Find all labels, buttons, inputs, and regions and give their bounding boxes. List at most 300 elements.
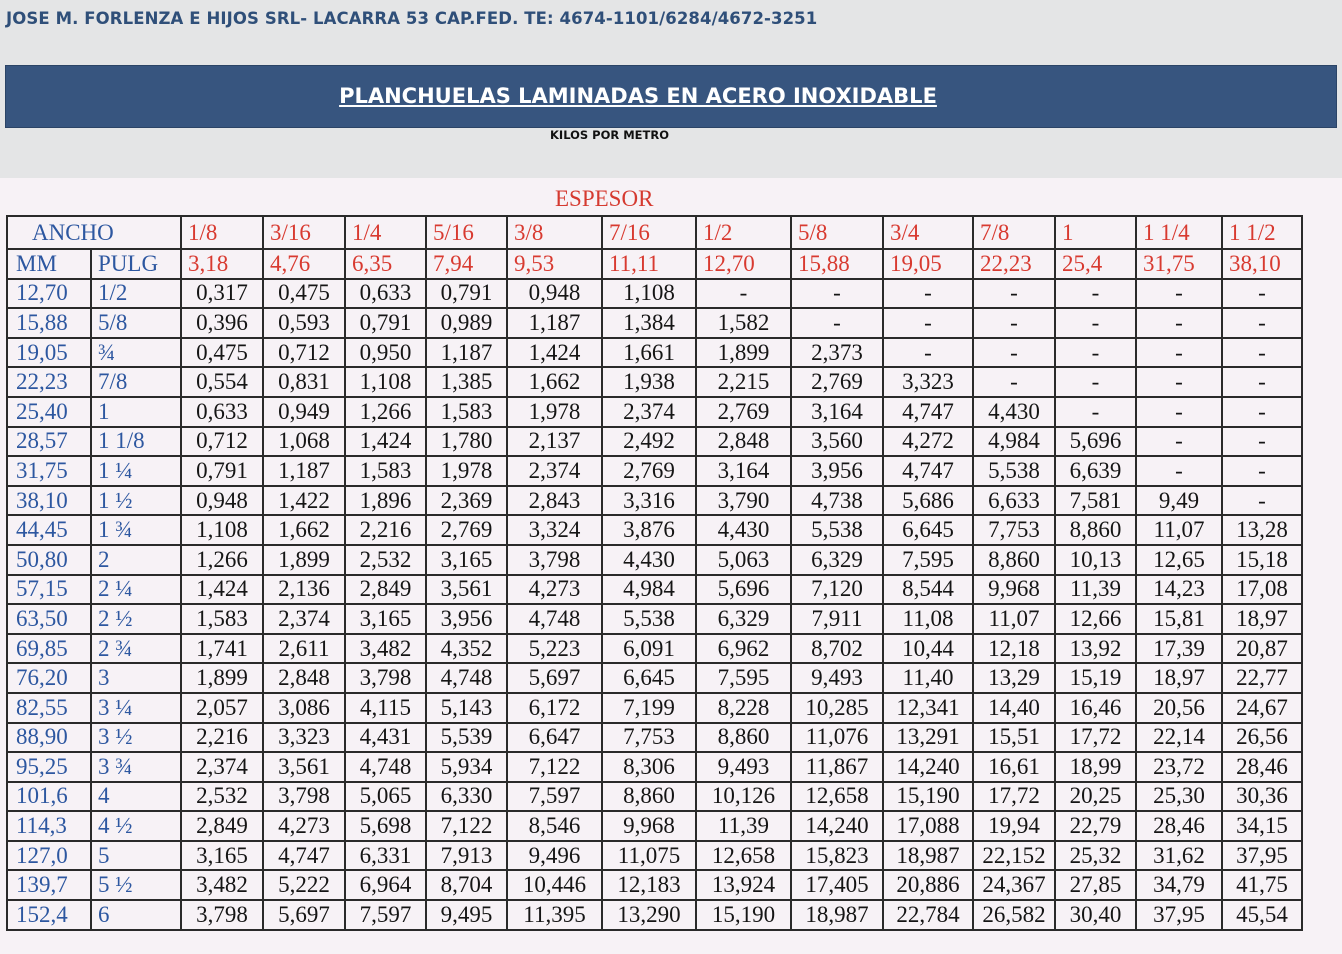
- weight-cell: 4,272: [883, 427, 973, 457]
- weight-cell: 11,40: [883, 663, 973, 693]
- weight-cell: 2,532: [181, 782, 263, 812]
- weight-cell: 9,493: [696, 752, 791, 782]
- weight-cell: 22,77: [1222, 663, 1302, 693]
- weight-cell: 3,323: [883, 367, 973, 397]
- weight-cell: 0,633: [181, 397, 263, 427]
- weight-cell: -: [1055, 397, 1136, 427]
- weight-cell: 26,582: [973, 900, 1055, 930]
- weight-cell: 37,95: [1222, 841, 1302, 871]
- weight-cell: -: [791, 308, 883, 338]
- thickness-inch-header: 1: [1055, 216, 1136, 249]
- weight-cell: 18,99: [1055, 752, 1136, 782]
- width-inch-cell: 5 ½: [91, 870, 181, 900]
- weight-cell: 5,934: [426, 752, 507, 782]
- weight-cell: 27,85: [1055, 870, 1136, 900]
- weight-cell: 13,291: [883, 723, 973, 753]
- weight-cell: 4,430: [602, 545, 696, 575]
- weight-cell: -: [1222, 338, 1302, 368]
- weight-cell: 9,968: [973, 575, 1055, 605]
- weight-cell: 24,67: [1222, 693, 1302, 723]
- weight-cell: 15,190: [696, 900, 791, 930]
- width-inch-cell: 2 ½: [91, 604, 181, 634]
- width-inch-cell: 3 ¾: [91, 752, 181, 782]
- weight-cell: 26,56: [1222, 723, 1302, 753]
- weight-cell: 7,911: [791, 604, 883, 634]
- weight-cell: 34,79: [1136, 870, 1222, 900]
- weight-cell: 2,843: [507, 486, 602, 516]
- weight-cell: 18,987: [791, 900, 883, 930]
- weight-cell: 4,748: [426, 663, 507, 693]
- weight-cell: 5,696: [696, 575, 791, 605]
- weight-cell: 34,15: [1222, 811, 1302, 841]
- weight-cell: 5,697: [507, 663, 602, 693]
- weight-cell: 7,753: [973, 515, 1055, 545]
- weight-cell: 2,374: [181, 752, 263, 782]
- weight-cell: 7,597: [345, 900, 426, 930]
- weight-cell: 0,396: [181, 308, 263, 338]
- weight-cell: 1,978: [426, 456, 507, 486]
- weight-cell: 1,108: [602, 279, 696, 309]
- weight-cell: 8,860: [602, 782, 696, 812]
- weight-cell: 3,790: [696, 486, 791, 516]
- width-mm-cell: 28,57: [7, 427, 91, 457]
- weight-cell: 12,18: [973, 634, 1055, 664]
- width-inch-cell: 1/2: [91, 279, 181, 309]
- thickness-inch-header: 5/8: [791, 216, 883, 249]
- weight-cell: 2,849: [345, 575, 426, 605]
- weight-cell: 8,860: [973, 545, 1055, 575]
- weight-cell: 1,583: [181, 604, 263, 634]
- weight-cell: 3,324: [507, 515, 602, 545]
- weight-cell: 6,633: [973, 486, 1055, 516]
- weight-cell: 45,54: [1222, 900, 1302, 930]
- table-row: [7, 575, 1302, 605]
- weight-cell: 3,323: [263, 723, 345, 753]
- mm-header: MM: [7, 249, 91, 279]
- weight-cell: 4,273: [507, 575, 602, 605]
- weight-cell: -: [883, 338, 973, 368]
- weight-cell: 5,696: [1055, 427, 1136, 457]
- weight-cell: 1,896: [345, 486, 426, 516]
- width-inch-cell: 7/8: [91, 367, 181, 397]
- weight-cell: 7,120: [791, 575, 883, 605]
- weight-cell: 2,848: [263, 663, 345, 693]
- weight-cell: 6,647: [507, 723, 602, 753]
- weight-cell: 1,187: [263, 456, 345, 486]
- weight-cell: 4,747: [883, 397, 973, 427]
- weight-cell: 2,374: [602, 397, 696, 427]
- weight-cell: 6,329: [696, 604, 791, 634]
- width-mm-cell: 152,4: [7, 900, 91, 930]
- weight-cell: 0,317: [181, 279, 263, 309]
- thickness-mm-header: 4,76: [263, 249, 345, 279]
- weight-cell: 2,849: [181, 811, 263, 841]
- weight-cell: 10,285: [791, 693, 883, 723]
- weight-cell: 3,164: [791, 397, 883, 427]
- weight-cell: 3,876: [602, 515, 696, 545]
- width-inch-cell: 3 ½: [91, 723, 181, 753]
- weight-cell: 1,108: [181, 515, 263, 545]
- weight-cell: 15,823: [791, 841, 883, 871]
- weight-cell: 9,493: [791, 663, 883, 693]
- weight-cell: 3,798: [507, 545, 602, 575]
- weight-cell: 13,290: [602, 900, 696, 930]
- weight-cell: 1,422: [263, 486, 345, 516]
- weight-cell: 12,66: [1055, 604, 1136, 634]
- weight-cell: 0,791: [426, 279, 507, 309]
- weight-cell: 5,143: [426, 693, 507, 723]
- weight-cell: 37,95: [1136, 900, 1222, 930]
- table-row: [7, 870, 1302, 900]
- width-mm-cell: 15,88: [7, 308, 91, 338]
- weight-cell: 5,697: [263, 900, 345, 930]
- width-mm-cell: 38,10: [7, 486, 91, 516]
- header-row-inches: [7, 216, 1302, 249]
- weight-cell: 2,848: [696, 427, 791, 457]
- width-inch-cell: 1 ¾: [91, 515, 181, 545]
- width-mm-cell: 114,3: [7, 811, 91, 841]
- weight-cell: 7,753: [602, 723, 696, 753]
- weight-cell: 1,385: [426, 367, 507, 397]
- page-title: PLANCHUELAS LAMINADAS EN ACERO INOXIDABLE: [339, 84, 937, 108]
- weight-cell: 17,39: [1136, 634, 1222, 664]
- width-inch-cell: ¾: [91, 338, 181, 368]
- weight-cell: 2,057: [181, 693, 263, 723]
- weight-cell: 1,424: [507, 338, 602, 368]
- weight-cell: 1,780: [426, 427, 507, 457]
- weight-cell: 11,39: [1055, 575, 1136, 605]
- weight-cell: 2,369: [426, 486, 507, 516]
- width-mm-cell: 76,20: [7, 663, 91, 693]
- weight-cell: 13,29: [973, 663, 1055, 693]
- weight-cell: 25,32: [1055, 841, 1136, 871]
- weight-cell: -: [1136, 456, 1222, 486]
- weight-cell: 8,702: [791, 634, 883, 664]
- width-inch-cell: 2 ¼: [91, 575, 181, 605]
- weight-cell: 3,561: [426, 575, 507, 605]
- weight-cell: 5,698: [345, 811, 426, 841]
- weight-cell: 5,686: [883, 486, 973, 516]
- weight-cell: -: [1055, 367, 1136, 397]
- weight-cell: 28,46: [1222, 752, 1302, 782]
- weight-cell: 1,661: [602, 338, 696, 368]
- thickness-mm-header: 22,23: [973, 249, 1055, 279]
- weight-cell: 2,611: [263, 634, 345, 664]
- weight-cell: 0,791: [345, 308, 426, 338]
- weight-cell: 20,87: [1222, 634, 1302, 664]
- width-inch-cell: 1: [91, 397, 181, 427]
- thickness-mm-header: 6,35: [345, 249, 426, 279]
- weight-cell: 11,867: [791, 752, 883, 782]
- weight-cell: 1,899: [696, 338, 791, 368]
- weight-cell: 3,482: [181, 870, 263, 900]
- weight-cell: -: [1136, 338, 1222, 368]
- weight-cell: 11,39: [696, 811, 791, 841]
- weight-cell: 11,08: [883, 604, 973, 634]
- weight-cell: 15,81: [1136, 604, 1222, 634]
- weight-cell: -: [883, 308, 973, 338]
- weight-cell: 1,384: [602, 308, 696, 338]
- width-inch-cell: 1 ½: [91, 486, 181, 516]
- weight-cell: 2,216: [181, 723, 263, 753]
- weight-cell: 1,187: [426, 338, 507, 368]
- weight-cell: 4,430: [973, 397, 1055, 427]
- weight-cell: 2,769: [696, 397, 791, 427]
- weight-cell: 7,913: [426, 841, 507, 871]
- weight-cell: 3,798: [263, 782, 345, 812]
- weight-cell: 1,424: [345, 427, 426, 457]
- weight-cell: 0,475: [263, 279, 345, 309]
- weight-cell: 4,748: [507, 604, 602, 634]
- weight-cell: 5,539: [426, 723, 507, 753]
- weight-cell: 14,40: [973, 693, 1055, 723]
- weight-cell: 4,738: [791, 486, 883, 516]
- weight-cell: -: [1136, 397, 1222, 427]
- weight-cell: -: [791, 279, 883, 309]
- thickness-inch-header: 1/8: [181, 216, 263, 249]
- weight-cell: 30,40: [1055, 900, 1136, 930]
- weight-cell: 0,948: [181, 486, 263, 516]
- weight-cell: 4,430: [696, 515, 791, 545]
- weight-cell: 5,223: [507, 634, 602, 664]
- weight-cell: 23,72: [1136, 752, 1222, 782]
- table-row: [7, 693, 1302, 723]
- weight-cell: 17,08: [1222, 575, 1302, 605]
- weight-cell: 6,639: [1055, 456, 1136, 486]
- width-inch-cell: 1 1/8: [91, 427, 181, 457]
- weight-cell: 2,769: [602, 456, 696, 486]
- weight-cell: -: [1136, 367, 1222, 397]
- thickness-inch-header: 3/4: [883, 216, 973, 249]
- width-mm-cell: 19,05: [7, 338, 91, 368]
- weight-cell: -: [973, 279, 1055, 309]
- table-row: [7, 841, 1302, 871]
- weight-cell: 7,122: [426, 811, 507, 841]
- width-inch-cell: 3: [91, 663, 181, 693]
- table-row: [7, 427, 1302, 457]
- thickness-mm-header: 38,10: [1222, 249, 1302, 279]
- weight-cell: 4,352: [426, 634, 507, 664]
- weight-cell: 12,65: [1136, 545, 1222, 575]
- espesor-label: ESPESOR: [555, 186, 654, 211]
- table-row: [7, 397, 1302, 427]
- weight-cell: 14,240: [883, 752, 973, 782]
- weight-cell: 0,989: [426, 308, 507, 338]
- table-row: [7, 367, 1302, 397]
- table-row: [7, 338, 1302, 368]
- width-mm-cell: 82,55: [7, 693, 91, 723]
- weight-cell: 18,97: [1136, 663, 1222, 693]
- weight-cell: 7,581: [1055, 486, 1136, 516]
- weight-cell: -: [973, 367, 1055, 397]
- thickness-inch-header: 1/2: [696, 216, 791, 249]
- width-mm-cell: 101,6: [7, 782, 91, 812]
- width-mm-cell: 88,90: [7, 723, 91, 753]
- weight-cell: 4,747: [883, 456, 973, 486]
- table-row: [7, 634, 1302, 664]
- width-inch-cell: 4: [91, 782, 181, 812]
- weight-cell: 12,183: [602, 870, 696, 900]
- weight-cell: 25,30: [1136, 782, 1222, 812]
- weight-cell: 16,46: [1055, 693, 1136, 723]
- weight-cell: 15,190: [883, 782, 973, 812]
- weight-cell: 3,560: [791, 427, 883, 457]
- weight-cell: 4,984: [602, 575, 696, 605]
- thickness-mm-header: 7,94: [426, 249, 507, 279]
- width-inch-cell: 5/8: [91, 308, 181, 338]
- width-mm-cell: 63,50: [7, 604, 91, 634]
- weight-cell: 4,115: [345, 693, 426, 723]
- weight-cell: -: [1136, 427, 1222, 457]
- weight-cell: 0,554: [181, 367, 263, 397]
- weight-cell: -: [1222, 367, 1302, 397]
- weight-cell: 2,215: [696, 367, 791, 397]
- thickness-mm-header: 3,18: [181, 249, 263, 279]
- weight-cell: 0,948: [507, 279, 602, 309]
- weight-cell: 22,152: [973, 841, 1055, 871]
- table-row: [7, 782, 1302, 812]
- width-mm-cell: 50,80: [7, 545, 91, 575]
- weight-cell: 2,373: [791, 338, 883, 368]
- weight-cell: 8,546: [507, 811, 602, 841]
- width-inch-cell: 1 ¼: [91, 456, 181, 486]
- weight-cell: 28,46: [1136, 811, 1222, 841]
- weight-cell: 7,199: [602, 693, 696, 723]
- weight-cell: 3,482: [345, 634, 426, 664]
- weight-cell: 1,741: [181, 634, 263, 664]
- thickness-inch-header: 1/4: [345, 216, 426, 249]
- weight-cell: 4,273: [263, 811, 345, 841]
- width-mm-cell: 22,23: [7, 367, 91, 397]
- table-row: [7, 279, 1302, 309]
- weight-cell: 9,495: [426, 900, 507, 930]
- weight-cell: 1,582: [696, 308, 791, 338]
- weight-cell: 4,984: [973, 427, 1055, 457]
- thickness-mm-header: 15,88: [791, 249, 883, 279]
- width-mm-cell: 139,7: [7, 870, 91, 900]
- weight-cell: -: [973, 338, 1055, 368]
- thickness-mm-header: 9,53: [507, 249, 602, 279]
- weight-cell: 2,769: [791, 367, 883, 397]
- table-row: [7, 723, 1302, 753]
- weight-cell: -: [1222, 308, 1302, 338]
- weight-cell: 11,07: [1136, 515, 1222, 545]
- weight-cell: 0,791: [181, 456, 263, 486]
- weight-cell: 1,266: [345, 397, 426, 427]
- header-row-mm: [7, 249, 1302, 279]
- weight-cell: 18,97: [1222, 604, 1302, 634]
- weight-cell: 0,712: [263, 338, 345, 368]
- weight-cell: 2,136: [263, 575, 345, 605]
- table-row: [7, 515, 1302, 545]
- weight-cell: 3,561: [263, 752, 345, 782]
- weight-cell: -: [696, 279, 791, 309]
- company-info: JOSE M. FORLENZA E HIJOS SRL- LACARRA 53 CAP.FED. TE: 4674-1101/6284/4672-3251: [6, 9, 818, 28]
- weight-cell: 8,860: [1055, 515, 1136, 545]
- weight-cell: -: [1222, 427, 1302, 457]
- table-row: [7, 752, 1302, 782]
- weight-cell: 24,367: [973, 870, 1055, 900]
- weight-cell: -: [1222, 397, 1302, 427]
- weight-cell: 0,475: [181, 338, 263, 368]
- thickness-mm-header: 12,70: [696, 249, 791, 279]
- table-row: [7, 456, 1302, 486]
- width-mm-cell: 95,25: [7, 752, 91, 782]
- weight-cell: 3,316: [602, 486, 696, 516]
- weight-cell: 17,72: [1055, 723, 1136, 753]
- weight-cell: 1,978: [507, 397, 602, 427]
- weight-cell: 3,165: [345, 604, 426, 634]
- weight-cell: -: [973, 308, 1055, 338]
- weight-cell: 6,962: [696, 634, 791, 664]
- weight-cell: 1,266: [181, 545, 263, 575]
- weight-cell: 5,063: [696, 545, 791, 575]
- weight-cell: 1,583: [345, 456, 426, 486]
- width-inch-cell: 2: [91, 545, 181, 575]
- table-row: [7, 604, 1302, 634]
- weight-table: [6, 215, 1303, 931]
- table-row: [7, 811, 1302, 841]
- weight-cell: 4,431: [345, 723, 426, 753]
- weight-cell: 20,25: [1055, 782, 1136, 812]
- weight-cell: -: [1055, 308, 1136, 338]
- weight-cell: 41,75: [1222, 870, 1302, 900]
- weight-cell: -: [1055, 279, 1136, 309]
- weight-cell: 3,086: [263, 693, 345, 723]
- ancho-header: ANCHO: [7, 216, 181, 249]
- weight-cell: 7,595: [696, 663, 791, 693]
- weight-cell: 1,899: [263, 545, 345, 575]
- weight-cell: 5,222: [263, 870, 345, 900]
- weight-cell: 19,94: [973, 811, 1055, 841]
- weight-cell: 3,165: [426, 545, 507, 575]
- weight-cell: 5,065: [345, 782, 426, 812]
- weight-cell: -: [1136, 279, 1222, 309]
- thickness-inch-header: 1 1/4: [1136, 216, 1222, 249]
- weight-cell: 1,899: [181, 663, 263, 693]
- thickness-inch-header: 3/8: [507, 216, 602, 249]
- thickness-inch-header: 3/16: [263, 216, 345, 249]
- width-inch-cell: 2 ¾: [91, 634, 181, 664]
- weight-cell: 31,62: [1136, 841, 1222, 871]
- weight-cell: 14,23: [1136, 575, 1222, 605]
- width-mm-cell: 127,0: [7, 841, 91, 871]
- weight-cell: 13,28: [1222, 515, 1302, 545]
- weight-cell: 18,987: [883, 841, 973, 871]
- weight-cell: 1,662: [507, 367, 602, 397]
- weight-cell: 12,341: [883, 693, 973, 723]
- weight-cell: -: [1222, 486, 1302, 516]
- weight-cell: 8,228: [696, 693, 791, 723]
- weight-cell: 0,593: [263, 308, 345, 338]
- weight-cell: 3,164: [696, 456, 791, 486]
- weight-cell: 22,79: [1055, 811, 1136, 841]
- weight-cell: 7,122: [507, 752, 602, 782]
- weight-cell: 2,532: [345, 545, 426, 575]
- weight-cell: 13,924: [696, 870, 791, 900]
- weight-cell: 5,538: [602, 604, 696, 634]
- weight-cell: 11,076: [791, 723, 883, 753]
- weight-cell: 22,784: [883, 900, 973, 930]
- weight-cell: 9,49: [1136, 486, 1222, 516]
- weight-cell: 20,56: [1136, 693, 1222, 723]
- weight-cell: 1,108: [345, 367, 426, 397]
- weight-cell: 3,798: [181, 900, 263, 930]
- weight-cell: 6,964: [345, 870, 426, 900]
- weight-cell: 3,956: [426, 604, 507, 634]
- weight-cell: 2,216: [345, 515, 426, 545]
- weight-cell: 14,240: [791, 811, 883, 841]
